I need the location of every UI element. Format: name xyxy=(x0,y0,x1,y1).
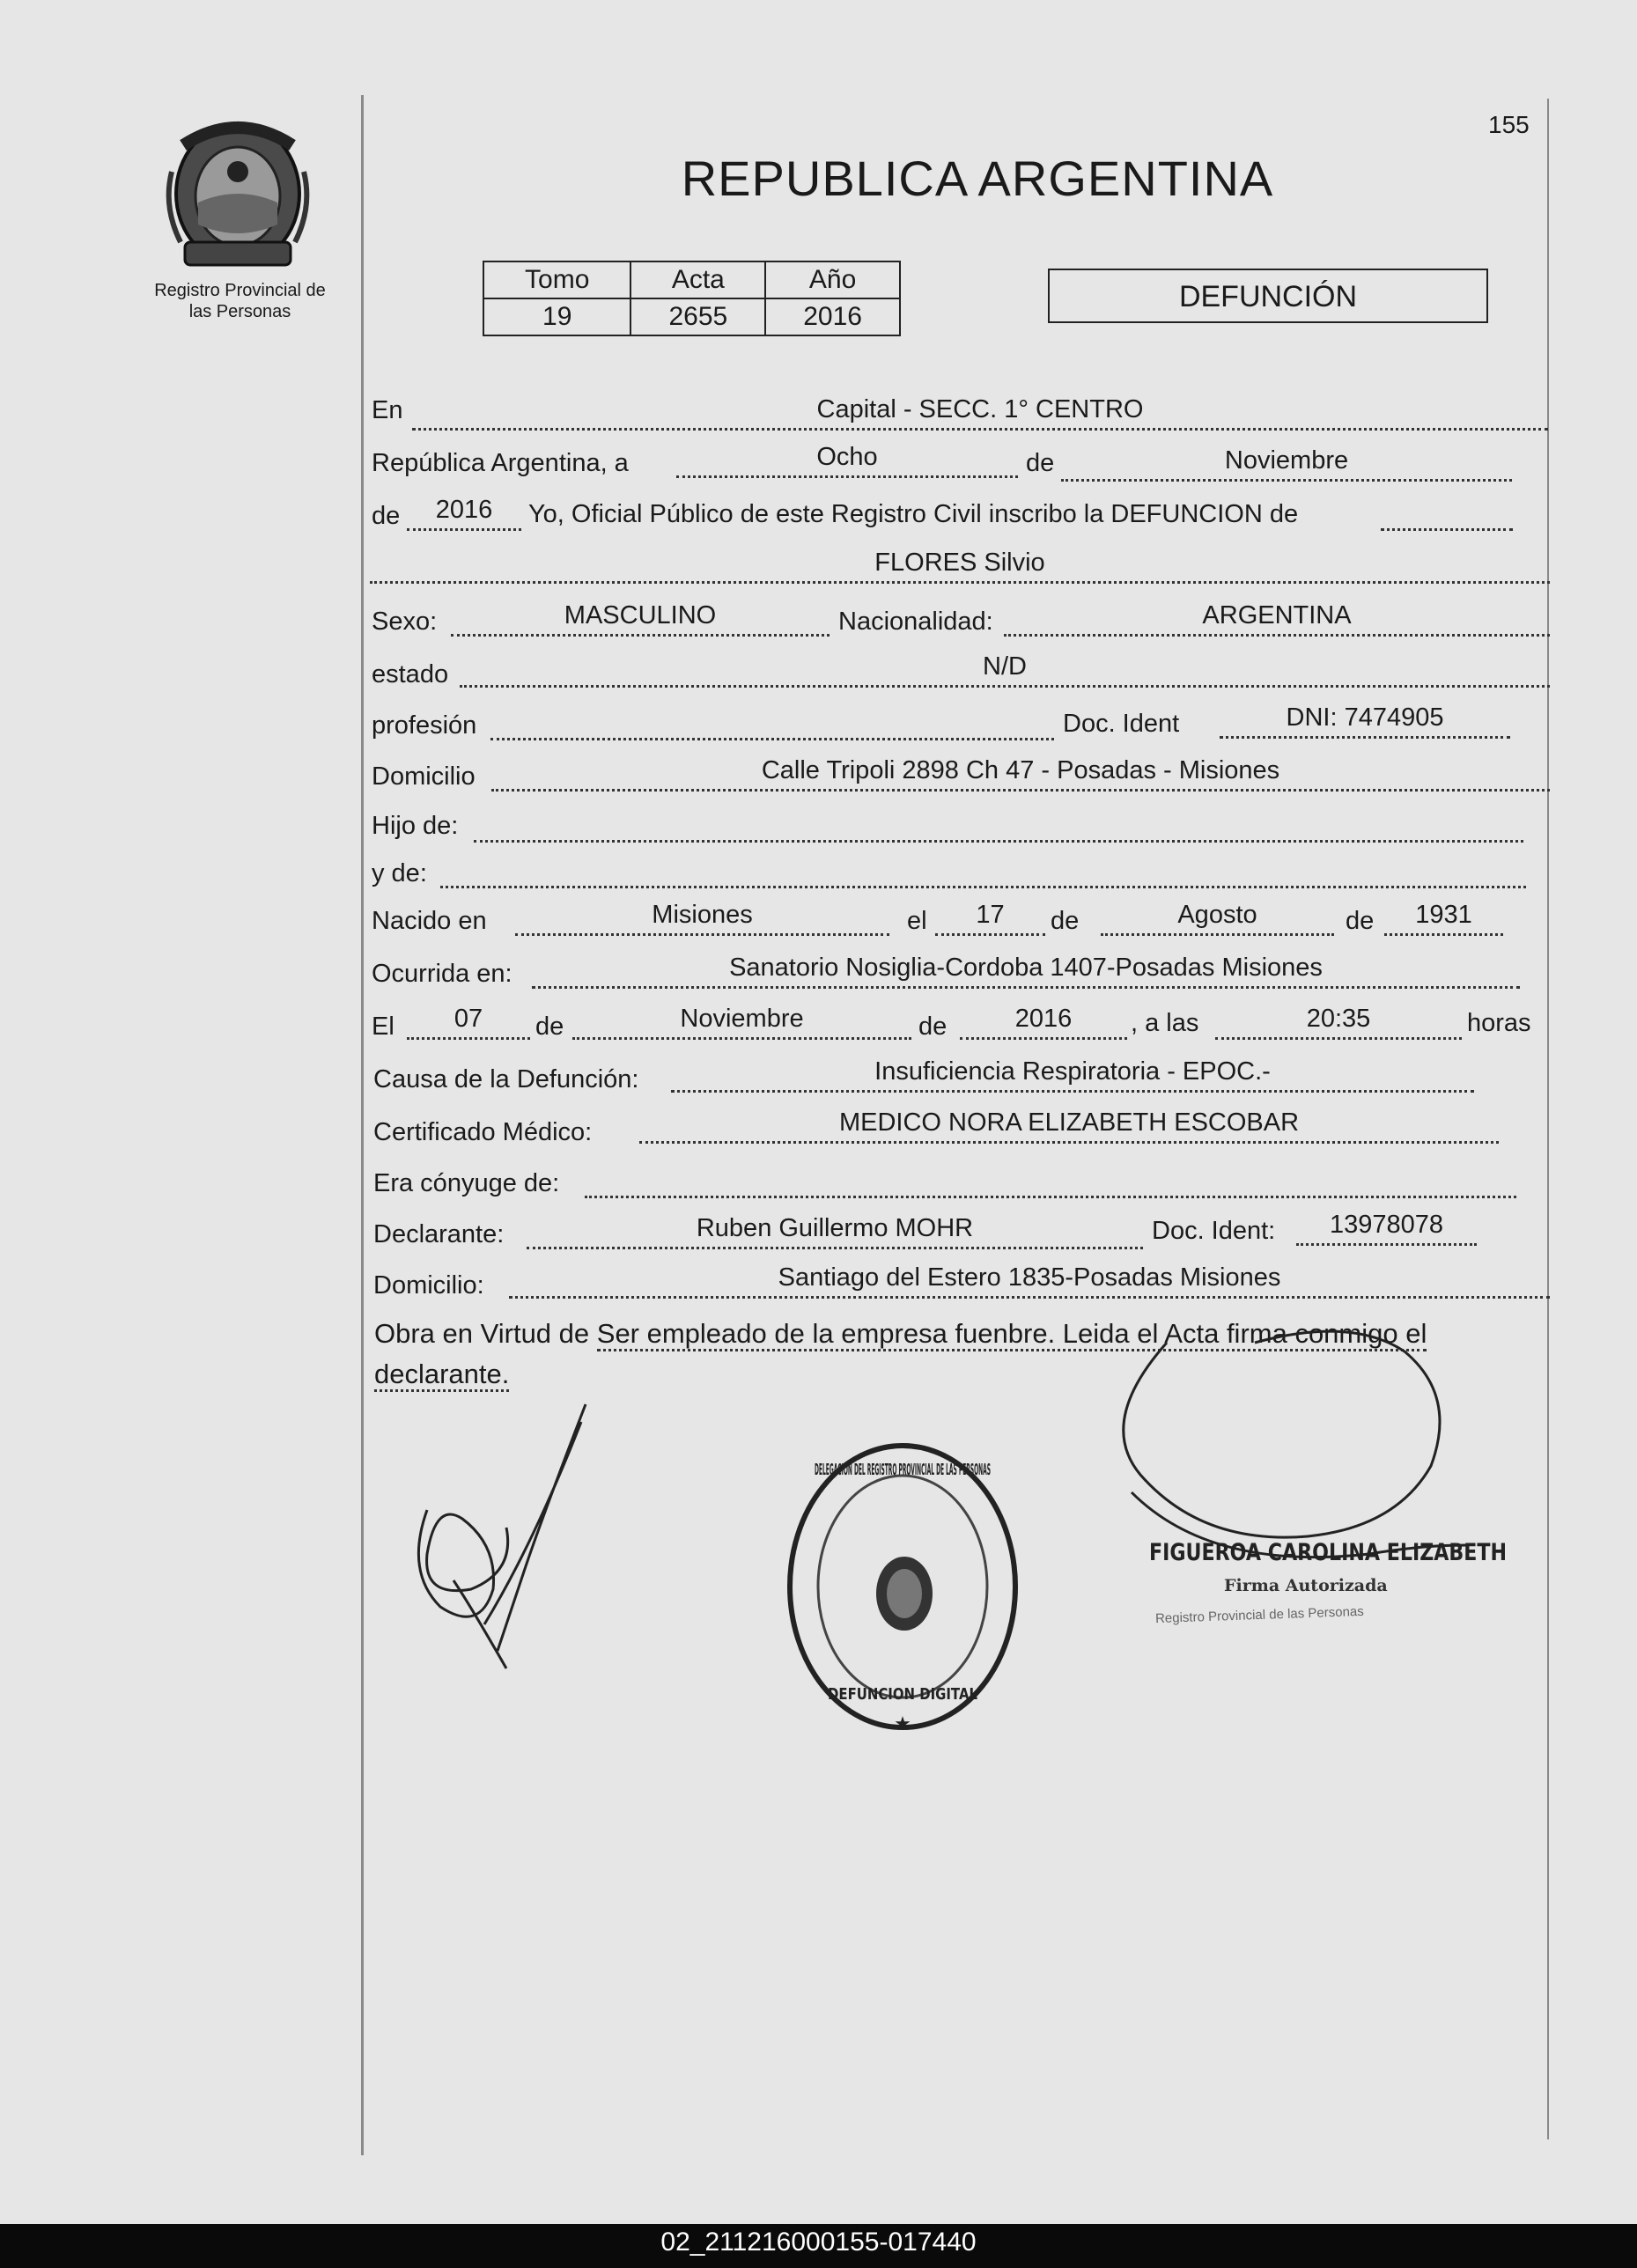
left-margin-line xyxy=(361,95,364,2155)
nacionalidad-label: Nacionalidad: xyxy=(838,608,993,636)
decl-doc-label: Doc. Ident: xyxy=(1152,1217,1276,1245)
en-value: Capital - SECC. 1° CENTRO xyxy=(816,395,1144,423)
hijo-field xyxy=(474,806,1523,843)
causa-field xyxy=(671,1057,1474,1093)
official-stamp-name: FIGUEROA CAROLINA ELIZABETH xyxy=(1149,1539,1508,1566)
nacido-mes-value: Agosto xyxy=(1177,901,1257,929)
doc-ident-value: DNI: 7474905 xyxy=(1286,703,1444,732)
seal-outer-text: DELEGACION DEL REGISTRO PROVINCIAL DE LAS PERSONAS xyxy=(815,1461,991,1479)
nacido-dia-value: 17 xyxy=(976,901,1005,929)
tomo-value: 19 xyxy=(483,298,630,335)
footer-filename: 02_211216000155-017440 xyxy=(660,2228,977,2257)
anio-value: 2016 xyxy=(435,496,493,524)
def-dia-field xyxy=(407,1004,530,1040)
registry-label-line1: Registro Provincial de xyxy=(154,281,326,300)
certificado-label: Certificado Médico: xyxy=(373,1118,593,1146)
yde-field xyxy=(440,852,1526,888)
sexo-value: MASCULINO xyxy=(564,601,717,630)
decl-domicilio-field xyxy=(509,1263,1550,1299)
mes-value: Noviembre xyxy=(1224,446,1349,475)
domicilio-value: Calle Tripoli 2898 Ch 47 - Posadas - Misiones xyxy=(761,756,1280,784)
sexo-field xyxy=(451,600,830,637)
nacido-lugar-value: Misiones xyxy=(652,901,753,929)
decl-domicilio-value: Santiago del Estero 1835-Posadas Misiones xyxy=(778,1263,1281,1292)
oficial-text: Yo, Oficial Público de este Registro Civil inscribo la DEFUNCION de xyxy=(528,500,1299,528)
profesion-field xyxy=(490,704,1054,740)
delegation-seal-stamp xyxy=(779,1435,1026,1739)
profesion-label: profesión xyxy=(372,711,477,740)
dia-field xyxy=(676,442,1018,478)
conyuge-field xyxy=(585,1162,1516,1198)
anio-value: 2016 xyxy=(765,298,900,335)
el-label: el xyxy=(907,907,927,935)
decl-doc-field xyxy=(1296,1210,1477,1246)
dia-value: Ocho xyxy=(816,443,878,471)
official-stamp-line3: Registro Provincial de las Personas xyxy=(1154,1603,1365,1627)
page-number: 155 xyxy=(1488,111,1530,138)
official-stamp-line2: Firma Autorizada xyxy=(1224,1576,1388,1595)
document-title: REPUBLICA ARGENTINA xyxy=(681,151,1274,206)
declarante-label: Declarante: xyxy=(373,1220,505,1248)
mes-field xyxy=(1061,446,1512,482)
svg-text:★: ★ xyxy=(894,1712,911,1734)
de-label-5: de xyxy=(535,1012,564,1041)
obra-prefix: Obra en Virtud de xyxy=(374,1318,597,1349)
causa-value: Insuficiencia Respiratoria - EPOC.- xyxy=(874,1057,1271,1086)
oficial-trailing-field xyxy=(1381,495,1513,531)
nacionalidad-field xyxy=(1004,600,1550,637)
nacido-lugar-field xyxy=(515,900,889,936)
alas-label: , a las xyxy=(1131,1009,1199,1037)
provincia-de-misiones-crest xyxy=(159,110,317,273)
acta-header: Acta xyxy=(630,261,765,298)
de-label-2: de xyxy=(372,502,401,530)
nacido-anio-value: 1931 xyxy=(1415,901,1472,929)
acta-value: 2655 xyxy=(630,298,765,335)
declarante-field xyxy=(527,1213,1143,1249)
decl-domicilio-label: Domicilio: xyxy=(373,1271,484,1300)
de-label-6: de xyxy=(918,1012,948,1041)
horas-label: horas xyxy=(1467,1009,1531,1037)
nacido-anio-field xyxy=(1384,900,1503,936)
ocurrida-field xyxy=(532,953,1520,989)
tomo-header: Tomo xyxy=(483,261,630,298)
def-mes-value: Noviembre xyxy=(680,1005,804,1033)
record-table xyxy=(483,261,901,336)
def-anio-field xyxy=(960,1004,1127,1040)
ocurrida-value: Sanatorio Nosiglia-Cordoba 1407-Posadas Misiones xyxy=(729,954,1323,982)
anio-header: Año xyxy=(765,261,900,298)
sexo-label: Sexo: xyxy=(372,608,438,636)
registry-label xyxy=(128,280,352,322)
republica-label: República Argentina, a xyxy=(372,449,629,477)
nacionalidad-value: ARGENTINA xyxy=(1202,601,1352,630)
nombre-field xyxy=(370,548,1550,584)
record-table-value-row xyxy=(483,298,900,335)
nacido-dia-field xyxy=(935,900,1045,936)
nombre-value: FLORES Silvio xyxy=(874,549,1045,577)
hijo-label: Hijo de: xyxy=(372,812,459,840)
certificado-field xyxy=(639,1108,1499,1144)
declarant-signature xyxy=(401,1395,603,1677)
record-table-header-row xyxy=(483,261,900,298)
el-fecha-label: El xyxy=(372,1012,395,1041)
domicilio-field xyxy=(491,755,1550,792)
conyuge-label: Era cónyuge de: xyxy=(373,1169,560,1197)
certificado-value: MEDICO NORA ELIZABETH ESCOBAR xyxy=(838,1108,1300,1137)
nacido-label: Nacido en xyxy=(372,907,487,935)
declarante-value: Ruben Guillermo MOHR xyxy=(696,1214,974,1242)
decl-doc-value: 13978078 xyxy=(1329,1211,1444,1239)
nacido-mes-field xyxy=(1101,900,1334,936)
def-hora-value: 20:35 xyxy=(1306,1005,1371,1033)
registry-label-line2: las Personas xyxy=(188,302,291,321)
ocurrida-label: Ocurrida en: xyxy=(372,960,512,988)
estado-label: estado xyxy=(372,660,449,688)
en-label: En xyxy=(372,396,403,424)
causa-label: Causa de la Defunción: xyxy=(373,1065,639,1094)
estado-value: N/D xyxy=(983,652,1027,681)
domicilio-label: Domicilio xyxy=(372,762,476,791)
obra-text: Ser empleado de la empresa fuenbre. Leida el Acta firma conmigo el declarante. xyxy=(374,1318,1427,1392)
en-field xyxy=(412,394,1548,431)
def-hora-field xyxy=(1215,1004,1462,1040)
seal-inner-text: DEFUNCION DIGITAL xyxy=(828,1685,977,1704)
doc-ident-field xyxy=(1220,703,1510,739)
def-dia-value: 07 xyxy=(453,1005,483,1033)
de-label-3: de xyxy=(1051,907,1080,935)
def-anio-value: 2016 xyxy=(1014,1005,1073,1033)
def-mes-field xyxy=(572,1004,911,1040)
de-label-1: de xyxy=(1026,449,1055,477)
yde-label: y de: xyxy=(372,859,427,887)
doc-ident-label: Doc. Ident xyxy=(1063,710,1180,738)
record-type-box: DEFUNCIÓN xyxy=(1048,269,1488,323)
anio-field xyxy=(407,495,521,531)
de-label-4: de xyxy=(1346,907,1375,935)
estado-field xyxy=(460,652,1550,688)
